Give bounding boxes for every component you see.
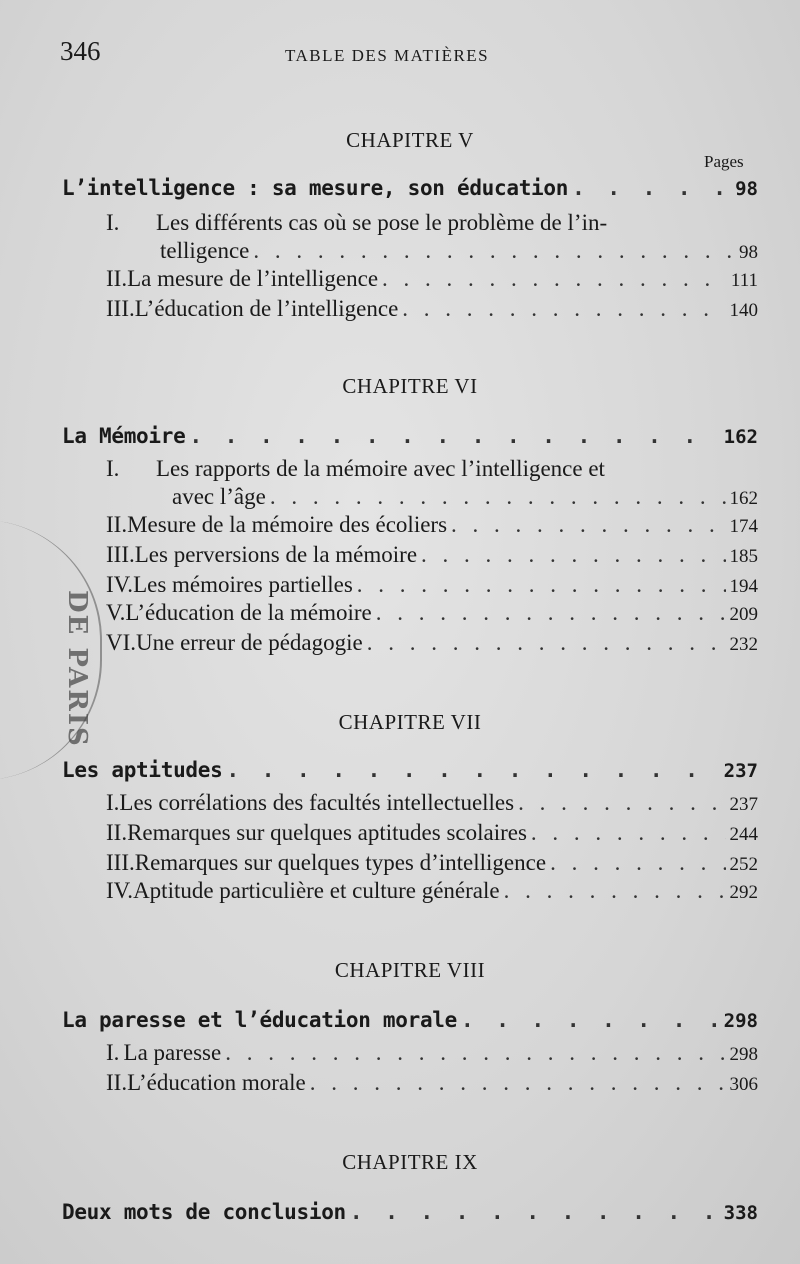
toc-section-title: L’éducation de l’intelligence [134,296,399,321]
toc-section-title: avec l’âge [172,484,266,509]
toc-section-entry[interactable] [106,572,758,600]
toc-page-number: 111 [730,270,758,291]
running-title: TABLE DES MATIÈRES [285,46,490,65]
toc-section-number: II. [106,512,128,537]
toc-page-number: 185 [729,546,758,567]
dot-leader [402,296,725,322]
toc-chapter-entry[interactable] [62,1200,758,1228]
toc-page-number: 162 [729,488,758,509]
toc-section-entry[interactable] [106,1070,758,1098]
dot-leader [451,512,725,538]
toc-page-number: 244 [729,824,758,845]
toc-page-number: 298 [729,1044,758,1065]
toc-section-entry[interactable] [106,266,758,294]
toc-section-title: Les perversions de la mémoire [134,542,418,567]
toc-chapter-title: Les aptitudes [62,758,223,782]
toc-section-title: La mesure de l’intelligence [127,266,379,291]
toc-section-number: II. [106,1070,128,1095]
toc-page-number: 237 [729,794,758,815]
toc-section-number: IV. [106,878,134,903]
page-number: 346 [60,36,101,66]
dot-leader [357,572,726,598]
toc-section-entry-continued[interactable] [172,484,758,512]
toc-section-number: III. [106,296,135,321]
toc-section-entry[interactable] [106,878,758,906]
toc-section-number: III. [106,542,135,567]
dot-leader [367,630,726,656]
toc-page-number: 194 [729,576,758,597]
dot-leader [531,820,726,846]
toc-section-title: Une erreur de pédagogie [136,630,363,655]
dot-leader [310,1070,726,1096]
toc-section-entry[interactable] [106,296,758,324]
toc-page-number: 292 [729,882,758,903]
toc-section-number: II. [106,266,128,291]
dot-leader [376,600,726,626]
toc-section-entry[interactable] [106,210,706,238]
toc-section-entry[interactable] [106,820,758,848]
toc-section-entry-continued[interactable] [160,238,758,266]
toc-page-number: 140 [729,300,758,321]
toc-section-title: Les mémoires partielles [133,572,353,597]
chapter-heading: CHAPITRE VI [342,374,478,398]
toc-section-title: Remarques sur quelques types d’intelligence [134,850,547,875]
toc-section-entry[interactable] [106,600,758,628]
toc-section-title: telligence [160,238,250,263]
dot-leader [270,484,726,510]
dot-leader [518,790,725,816]
toc-section-entry[interactable] [106,790,758,818]
library-stamp-text: DE PARIS [62,590,92,748]
dot-leader [382,266,727,292]
toc-page-number: 98 [739,242,758,263]
toc-section-entry[interactable] [106,1040,758,1068]
toc-section-title: Mesure de la mémoire des écoliers [127,512,448,537]
toc-section-number: VI. [106,630,137,655]
toc-chapter-title: Deux mots de conclusion [62,1200,346,1224]
toc-section-entry[interactable] [106,630,758,658]
toc-section-entry[interactable] [106,456,706,484]
toc-page-number: 232 [729,634,758,655]
toc-section-entry[interactable] [106,850,758,878]
toc-page-number: 338 [723,1202,758,1224]
chapter-heading: CHAPITRE IX [342,1150,478,1174]
dot-leader [461,1008,720,1032]
chapter-heading: CHAPITRE V [346,128,474,152]
chapter-heading: CHAPITRE VII [338,710,482,734]
toc-page-number: 298 [723,1010,758,1032]
toc-chapter-entry[interactable] [62,758,758,786]
toc-section-title: Aptitude particulière et culture générale [133,878,500,903]
toc-section-number: I. [106,456,120,481]
toc-section-title: Les corrélations des facultés intellectuelles [119,790,515,815]
toc-chapter-entry[interactable] [62,176,758,204]
dot-leader [421,542,725,568]
dot-leader [253,238,735,264]
toc-section-number: I. [106,210,120,235]
toc-section-number: IV. [106,572,134,597]
dot-leader [350,1200,720,1224]
toc-page-number: 306 [729,1074,758,1095]
toc-section-entry[interactable] [106,542,758,570]
toc-section-number: V. [106,600,126,625]
toc-section-number: I. [106,790,120,815]
dot-leader [504,878,726,904]
toc-section-title: Remarques sur quelques aptitudes scolaires [127,820,527,845]
toc-page-number: 98 [735,178,758,200]
toc-page-number: 209 [729,604,758,625]
toc-chapter-entry[interactable] [62,424,758,452]
toc-page-number: 237 [723,760,758,782]
toc-chapter-title: La paresse et l’éducation morale [62,1008,457,1032]
toc-section-entry[interactable] [106,512,758,540]
toc-section-title: L’éducation de la mémoire [125,600,372,625]
toc-section-number: II. [106,820,128,845]
dot-leader [189,424,719,448]
toc-section-title: Les différents cas où se pose le problème de l’in- [156,210,608,235]
chapter-heading: CHAPITRE VIII [334,958,486,982]
toc-section-number: III. [106,850,135,875]
toc-section-number: I. [106,1040,120,1065]
toc-page-number: 162 [723,426,758,448]
toc-page-number: 252 [729,854,758,875]
toc-chapter-title: La Mémoire [62,424,186,448]
pages-label: Pages [704,152,744,171]
toc-section-title: L’éducation morale [127,1070,306,1095]
toc-section-title: La paresse [123,1040,222,1065]
toc-chapter-title: L’intelligence : sa mesure, son éducation [62,176,569,200]
toc-chapter-entry[interactable] [62,1008,758,1036]
dot-leader [550,850,725,876]
dot-leader [226,758,719,782]
page-header [60,36,760,76]
dot-leader [572,176,731,200]
toc-section-title: Les rapports de la mémoire avec l’intelligence et [156,456,605,481]
toc-page-number: 174 [729,516,758,537]
dot-leader [225,1040,725,1066]
